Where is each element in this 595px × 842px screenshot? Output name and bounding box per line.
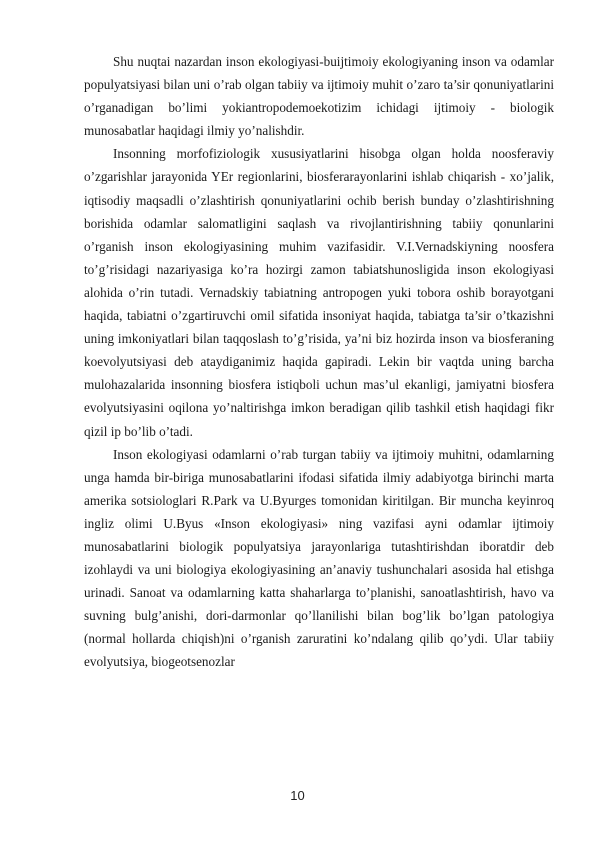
body-text xyxy=(84,50,554,674)
paragraph-2: Insonning morfofiziologik xususiyatlarini hisobga olgan holda noosferaviy o’zgarishlar jarayonida YEr regionlarini, biosferarayonlarini ishlab chiqarish - xo’jalik, iqtisodiy maqsadli o’zlashtirish qonuniyatlarini ochib berish bunday o’zlashtirishning borishida odamlar salomatligini saqlash va rivojlantirishning tabiiy qonunlarini o’rganish inson ekologiyasining muhim vazifasidir. V.I.Vernadskiyning noosfera to’g’risidagi nazariyasiga ko’ra hozirgi zamon tabiatshunosligida inson ekologiyasi alohida o’rin tutadi. Vernadskiy tabiatning antropogen yuki tobora oshib borayotgani haqida, tabiatni o’zgartiruvchi omil sifatida insoniyat haqida, tabiatga ta’sir o’tkazishni uning imkoniyatlari bilan taqqoslash to’g’risida, ya’ni biz hozirda inson va biosferaning koevolyutsiyasi deb ataydiganimiz haqida gapiradi. Lekin bir vaqtda uning barcha mulohazalarida insonning biosfera istiqboli uchun mas’ul ekanligi, jamiyatni biosfera evolyutsiyasini oqilona yo’naltirishga imkon beradigan qilib tashkil etish haqidagi fikr qizil ip bo’lib o’tadi. xyxy=(84,146,554,439)
page-number: 10 xyxy=(290,788,305,803)
paragraph-3: Inson ekologiyasi odamlarni o’rab turgan tabiiy va ijtimoiy muhitni, odamlarning unga hamda bir-biriga munosabatlarini ifodasi sifatida ilmiy adabiyotga birinchi marta amerika sotsiologlari R.Park va U.Byurges tomonidan kiritilgan. Bir muncha keyinroq ingliz olimi U.Byus «Inson ekologiyasi» ning vazifasi ayni odamlar ijtimoiy munosabatlarini biologik populyatsiya jarayonlariga tutashtirishdan iboratdir deb izohlaydi va uni biologiya ekologiyasining an’anaviy tushunchalari asosida hal etishga urinadi. Sanoat va odamlarning katta shaharlarga to’planishi, sanoatlashtirish, havo va suvning bulg’anishi, dori-darmonlar qo’llanilishi bilan bog’lik bo’lgan patologiya (normal hollarda chiqish)ni o’rganish zaruratini ko’ndalang qilib qo’ydi. Ular tabiiy evolyutsiya, biogeotsenozlar xyxy=(84,446,554,670)
paragraph-1: Shu nuqtai nazardan inson ekologiyasi-buijtimoiy ekologiyaning inson va odamlar populyatsiyasi bilan uni o’rab olgan tabiiy va ijtimoiy muhit o’zaro ta’sir qonuniyatlarini o’rganadigan bo’limi yokiantropodemoekotizim ichidagi ijtimoiy - biologik munosabatlar haqidagi ilmiy yo’nalishdir. xyxy=(84,54,554,139)
